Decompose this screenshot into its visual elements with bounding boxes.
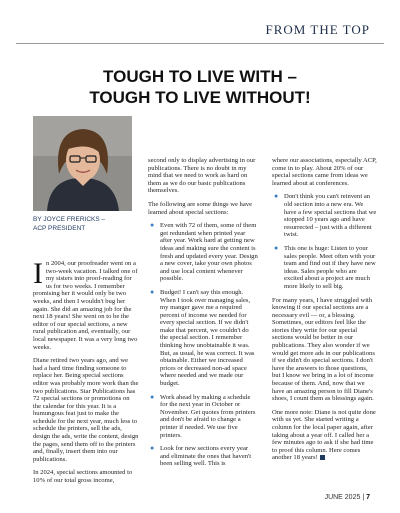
bullet-text: Look for new sections every year and eliminate the ones that haven't been selling well. This is <box>160 445 252 468</box>
paragraph: second only to display advertising in our publications. There is no doubt in my mind that we need to work as hard on them as we do our basic publications themselves. <box>148 157 256 195</box>
bullet-icon: ● <box>274 192 279 201</box>
bullet-item <box>272 245 377 291</box>
paragraph-text: n 2004, our proofreader went on a two-week vacation. I talked one of my sisters into proof-reading for us for two weeks. I remember promising her it would only be two weeks, and then I wouldn't bug her again. She did an amazing job for the next 18 years! She went on to be the editor of our special sections, a new rural publication and, eventually, our local newspaper. It was a very long two weeks. <box>33 260 138 351</box>
bullet-icon: ● <box>150 392 155 401</box>
end-mark-icon <box>320 455 325 460</box>
bullet-item <box>148 394 258 440</box>
paragraph <box>33 257 139 351</box>
bullet-list <box>272 193 377 290</box>
paragraph: The following are some things we have learned about special sections: <box>148 200 253 216</box>
section-label: FROM THE TOP <box>265 22 370 37</box>
bullet-text: Work ahead by making a schedule for the next year in October or November. Get quotes from printers and don't be afraid to change a printer if needed. We use five printers. <box>160 393 256 439</box>
bullet-icon: ● <box>274 243 279 252</box>
page-number: 7 <box>366 494 370 501</box>
byline-name: BY JOYCE FRERICKS – <box>33 216 106 223</box>
page-footer <box>325 494 370 501</box>
article-column-3 <box>272 157 377 468</box>
bullet-item <box>148 222 258 283</box>
issue-date: JUNE 2025 <box>324 494 361 501</box>
article-column-1 <box>33 257 139 491</box>
bullet-text: This one is huge: Listen to your sales people. Meet often with your team and find out if they have new ideas. Sales people who are excited about a project are much more likely to sell big. <box>284 244 376 290</box>
bullet-icon: ● <box>150 287 155 296</box>
bullet-text: Don't think you can't reinvent an old section into a new era. We have a few special sections that we stopped 10 years ago and have resurrected – just with a different twist. <box>284 193 377 239</box>
bullet-item <box>148 289 258 388</box>
author-photo <box>33 116 132 211</box>
bullet-text: Even with 72 of them, some of them get redundant when printed year after year. Work hard at getting new ideas and making sure the content is fresh and updated every year. Design a new cover, take your own photos and use local content whenever possible. <box>160 222 258 283</box>
paragraph: Diane retired two years ago, and we had a hard time finding someone to replace her. Being special sections editor was probably more work than the two publications. Star Publications has 72 special sections or promotions on the calendar for this year. It is a humungous feat just to make the schedule for the next year, much less to schedule the printers, sell the ads, design the ads, write the content, design the pages, send them off to the printers and, finally, insert them into our publications. <box>33 357 139 463</box>
paragraph-text: One more note: Diane is not quite done with us yet. She started writing a column for the local paper again, after taking about a year off. I called her a few minutes ago to ask if she had time to proof this column. Here comes another 18 years! <box>272 408 376 462</box>
article-column-2 <box>148 157 258 474</box>
bullet-text: Budget! I can't say this enough. When I took over managing sales, my manger gave me a required percent of income we needed for every special section. If we didn't make that percent, we couldn't do the special section. I remember thinking how unobtainable it was. But, as usual, he was correct. It was obtainable. Either we increased prices or decreased non-ad space where needed and we made our budget. <box>160 288 255 388</box>
paragraph <box>272 409 377 462</box>
title-line-2: TOUGH TO LIVE WITHOUT! <box>89 88 311 107</box>
bullet-list <box>148 222 258 468</box>
header-rule <box>16 43 384 44</box>
bullet-icon: ● <box>150 444 155 453</box>
title-line-1: TOUGH TO LIVE WITH – <box>103 67 297 86</box>
byline <box>33 215 143 233</box>
bullet-icon: ● <box>150 221 155 230</box>
paragraph: In 2024, special sections amounted to 10% of our total gross income, <box>33 469 133 485</box>
drop-cap: I <box>33 257 43 290</box>
paragraph: For many years, I have struggled with knowing if our special sections are a necessary evil — or, a blessing. Sometimes, our editors feel like the stories they write for our special sections would be better in our publications. They also wonder if we would get more ads in our publications if we didn't do special sections. I don't have the answers to those questions, but I know we bring in a lot of income because of them. And, now that we have an amazing person to fill Diane's shoes, I count them as blessings again. <box>272 296 375 403</box>
bullet-item <box>148 445 258 468</box>
paragraph: where our associations, especially ACP, come in to play. About 20% of our special sections came from ideas we learned about at conferences. <box>272 157 377 187</box>
author-photo-image <box>33 116 132 211</box>
article-title <box>0 66 400 108</box>
byline-role: ACP PRESIDENT <box>33 225 86 232</box>
bullet-item <box>272 193 377 239</box>
footer-separator: | <box>362 494 365 501</box>
